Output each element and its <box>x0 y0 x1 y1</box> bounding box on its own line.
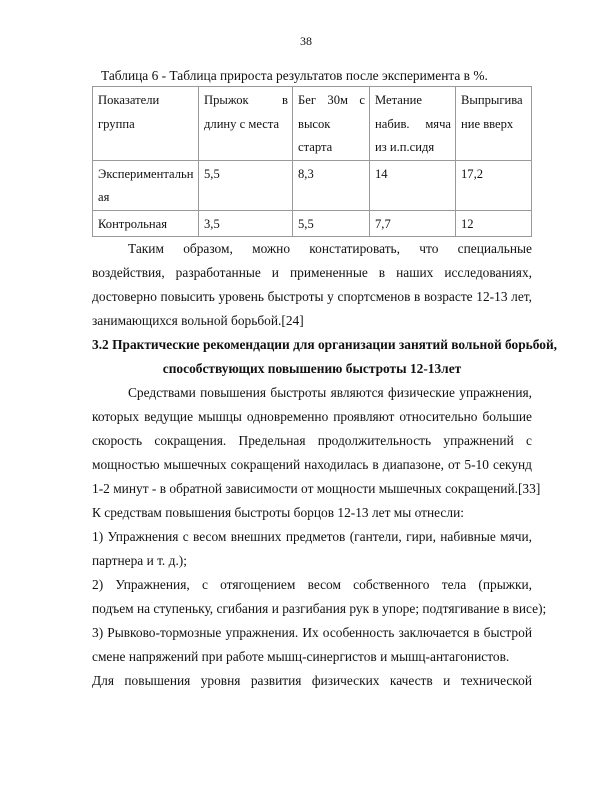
cell: Контрольная <box>93 210 199 237</box>
text-line: 1-2 минут - в обратной зависимости от мощности мышечных сокращений.[33] <box>92 481 541 496</box>
cell: Экспериментальная <box>93 160 199 210</box>
text-line: которых ведущие мышцы одновременно проявляют относительно большие <box>92 409 532 424</box>
table-caption: Таблица 6 - Таблица прироста результатов после эксперимента в %. <box>101 68 488 83</box>
header-cell: Выпрыгивание вверх <box>456 87 532 161</box>
text-line: скорость сокращения. Предельная продолжительность упражнений с <box>92 433 532 448</box>
cell: 8,3 <box>293 160 370 210</box>
table-header-row <box>93 87 532 161</box>
section-heading: способствующих повышению быстроты 12-13лет <box>162 361 462 376</box>
text-line: воздействия, разработанные и примененные в наших исследованиях, <box>92 265 532 280</box>
cell: 5,5 <box>293 210 370 237</box>
cell: 12 <box>456 210 532 237</box>
text-line: подъем на ступеньку, сгибания и разгибания рук в упоре; подтягивание в висе); <box>92 601 547 616</box>
text-line: 2) Упражнения, с отягощением весом собственного тела (прыжки, <box>92 577 532 592</box>
header-cell: Бег 30м с высок старта <box>293 87 370 161</box>
text-line: 1) Упражнения с весом внешних предметов (гантели, гири, набивные мячи, <box>92 529 532 544</box>
text-line: Средствами повышения быстроты являются физические упражнения, <box>128 385 532 400</box>
cell: 14 <box>370 160 456 210</box>
cell: 5,5 <box>199 160 293 210</box>
text-line: занимающихся вольной борьбой.[24] <box>92 313 304 328</box>
body-text <box>92 237 558 693</box>
cell: 17,2 <box>456 160 532 210</box>
text-line: партнера и т. д.); <box>92 553 187 568</box>
header-cell: Прыжок в длину с места <box>199 87 293 161</box>
table-row <box>93 160 532 210</box>
text-line: Таким образом, можно констатировать, что специальные <box>128 241 532 256</box>
results-table <box>92 86 532 237</box>
text-line: 3) Рывково-тормозные упражнения. Их особенность заключается в быстрой <box>92 625 532 640</box>
text-line: достоверно повысить уровень быстроты у спортсменов в возрасте 12-13 лет, <box>92 289 532 304</box>
text-line: Для повышения уровня развития физических качеств и технической <box>92 673 532 688</box>
text-line: мощностью мышечных сокращений находилась в диапазоне, от 5-10 секунд <box>92 457 532 472</box>
table-row <box>93 210 532 237</box>
cell: 7,7 <box>370 210 456 237</box>
header-cell: Показатели группа <box>93 87 199 161</box>
text-line: К средствам повышения быстроты борцов 12-13 лет мы отнесли: <box>92 505 464 520</box>
page-number: 38 <box>300 34 312 48</box>
cell: 3,5 <box>199 210 293 237</box>
header-cell: Метание набив. мяча из и.п.сидя <box>370 87 456 161</box>
section-heading: 3.2 Практические рекомендации для организации занятий вольной борьбой, <box>92 337 558 352</box>
text-line: смене напряжений при работе мышц-синергистов и мышц-антагонистов. <box>92 649 510 664</box>
